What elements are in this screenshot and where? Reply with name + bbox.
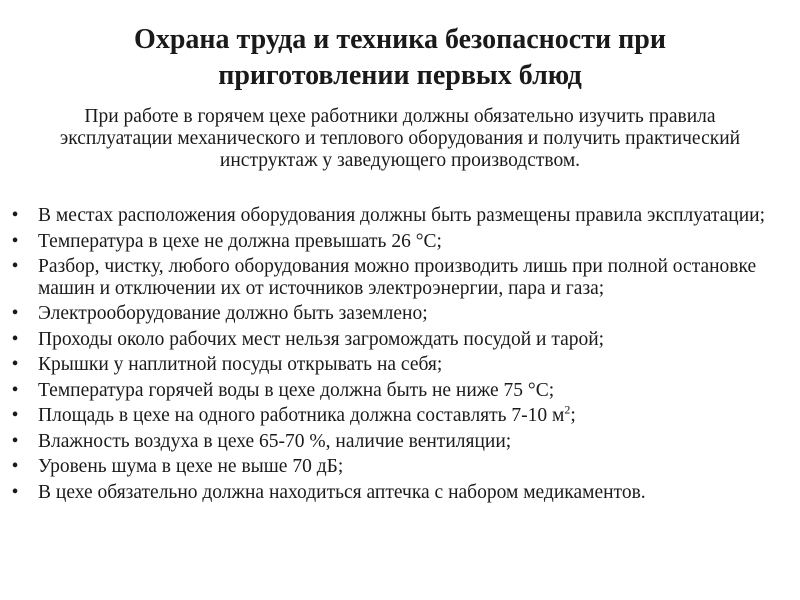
bullet-dot-icon: • bbox=[11, 328, 19, 350]
bullet-item bbox=[0, 431, 780, 453]
bullet-list bbox=[0, 205, 780, 507]
bullet-item bbox=[0, 256, 780, 299]
bullet-dot-icon: • bbox=[11, 256, 19, 277]
superscript-exponent: 2 bbox=[564, 402, 571, 417]
bullet-text: Крышки у наплитной посуды открывать на себя; bbox=[38, 354, 443, 375]
bullet-item bbox=[0, 354, 780, 376]
bullet-text: Температура горячей воды в цехе должна быть не ниже 75 °С; bbox=[38, 379, 555, 401]
bullet-text: Влажность воздуха в цехе 65-70 %, наличие вентиляции; bbox=[38, 430, 512, 452]
bullet-text: В местах расположения оборудования должны быть размещены правила эксплуатации; bbox=[38, 205, 766, 226]
bullet-dot-icon: • bbox=[11, 303, 19, 324]
bullet-item bbox=[0, 303, 780, 325]
bullet-text: Проходы около рабочих мест нельзя загромождать посудой и тарой; bbox=[38, 328, 605, 350]
slide-title: Охрана труда и техника безопасности при приготовлении первых блюд bbox=[134, 24, 666, 91]
bullet-dot-icon: • bbox=[11, 405, 19, 426]
bullet-item bbox=[0, 402, 780, 427]
bullet-text: Уровень шума в цехе не выше 70 дБ; bbox=[38, 456, 344, 477]
bullet-dot-icon: • bbox=[11, 379, 19, 401]
bullet-dot-icon: • bbox=[11, 230, 19, 252]
bullet-dot-icon: • bbox=[11, 430, 19, 452]
bullet-dot-icon: • bbox=[11, 456, 19, 477]
intro-paragraph: При работе в горячем цехе работники должны обязательно изучить правила эксплуатации механического и теплового оборудования и получить практический инструктаж у заведующего производством. bbox=[59, 106, 741, 171]
bullet-dot-icon: • bbox=[11, 205, 19, 226]
bullet-suffix: ; bbox=[570, 405, 576, 426]
bullet-item bbox=[0, 456, 780, 478]
bullet-text: Разбор, чистку, любого оборудования можно производить лишь при полной остановке машин и отключении их от источников электроэнергии, пара и газа; bbox=[38, 256, 757, 299]
bullet-text: Площадь в цехе на одного работника должна составлять 7-10 м bbox=[38, 405, 565, 426]
bullet-item bbox=[0, 205, 780, 227]
bullet-text: Температура в цехе не должна превышать 26 °С; bbox=[38, 230, 442, 252]
bullet-item bbox=[0, 231, 780, 253]
bullet-text: Электрооборудование должно быть заземлено; bbox=[38, 303, 428, 324]
bullet-dot-icon: • bbox=[11, 354, 19, 375]
bullet-item bbox=[0, 329, 780, 351]
bullet-text: В цехе обязательно должна находиться аптечка с набором медикаментов. bbox=[38, 481, 646, 503]
bullet-item bbox=[0, 482, 780, 504]
bullet-item bbox=[0, 380, 780, 402]
bullet-dot-icon: • bbox=[11, 481, 19, 503]
